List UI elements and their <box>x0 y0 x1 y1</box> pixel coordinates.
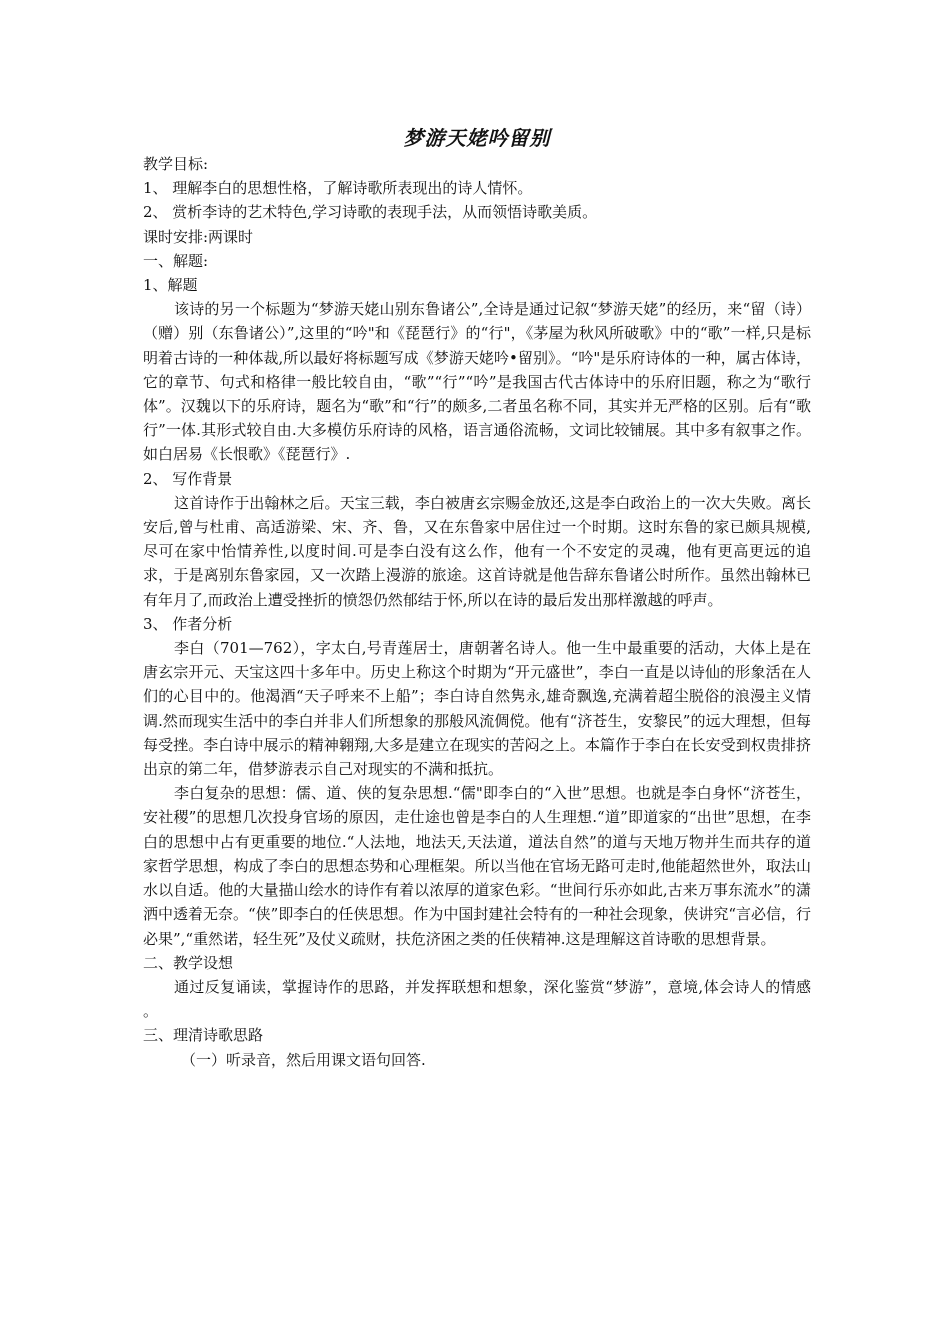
document-title: 梦游天姥吟留别 <box>403 126 551 150</box>
subheading-background: 2、 写作背景 <box>143 469 233 488</box>
section-heading-3: 三、理清诗歌思路 <box>143 1026 264 1045</box>
section-heading-2: 二、教学设想 <box>143 953 234 972</box>
paragraph-title-explanation: 该诗的另一个标题为“梦游天姥山别东鲁诸公”,全诗是通过记叙“梦游天姥”的经历，来“留（诗）（赠）别（东鲁诸公）”,这里的“吟"和《琵琶行》的“行"，《茅屋为秋风所破歌》中的“歌”一样,只是标明着古诗的一种体裁,所以最好将标题写成《梦游天姥吟•留别》。“吟"是乐府诗体的一种，属古体诗，它的章节、句式和格律一般比较自由，“歌”“行”“吟”是我国古代古体诗中的乐府旧题，称之为“歌行体”。汉魏以下的乐府诗，题名为“歌”和“行”的颇多,二者虽名称不同，其实并无严格的区别。后有“歌行”一体.其形式较自由.大多模仿乐府诗的风格，语言通俗流畅，文词比较铺展。其中多有叙事之作。如白居易《长恨歌》《琵琶行》. <box>143 300 811 464</box>
subheading-listening: （一）听录音，然后用课文语句回答. <box>181 1050 426 1069</box>
subheading-title-explanation: 1、解题 <box>143 276 198 295</box>
objective-item-1: 1、 理解李白的思想性格，了解诗歌所表现出的诗人情怀。 <box>143 179 533 198</box>
paragraph-teaching-idea: 通过反复诵读，掌握诗作的思路，并发挥联想和想象，深化鉴赏“梦游”，意境,体会诗人的情感 。 <box>143 977 811 1021</box>
objective-item-2: 2、 赏析李诗的艺术特色,学习诗歌的表现手法，从而领悟诗歌美质。 <box>143 203 598 222</box>
document-body <box>143 124 811 1072</box>
paragraph-background: 这首诗作于出翰林之后。天宝三载，李白被唐玄宗赐金放还,这是李白政治上的一次大失败。离长安后,曾与杜甫、高适游梁、宋、齐、鲁，又在东鲁家中居住过一个时期。这时东鲁的家已颇具规模,尽可在家中怡情养性,以度时间.可是李白没有这么作，他有一个不安定的灵魂，他有更高更远的追求，于是离别东鲁家园，又一次踏上漫游的旅途。这首诗就是他告辞东鲁诸公时所作。虽然出翰林已有年月了,而政治上遭受挫折的愤怨仍然郁结于怀,所以在诗的最后发出那样激越的呼声。 <box>143 493 811 609</box>
paragraph-author-thought: 李白复杂的思想：儒、道、侠的复杂思想.“儒"即李白的“入世”思想。也就是李白身怀“济苍生，安社稷”的思想几次投身官场的原因，走仕途也曾是李白的人生理想.“道”即道家的“出世”思想，在李白的思想中占有更重要的地位.“人法地，地法天,天法道，道法自然”的道与天地万物并生而共存的道家哲学思想，构成了李白的思想态势和心理框架。所以当他在官场无路可走时,他能超然世外，取法山水以自适。他的大量描山绘水的诗作有着以浓厚的道家色彩。“世间行乐亦如此,古来万事东流水”的潇洒中透着无奈。“侠”即李白的任侠思想。作为中国封建社会特有的一种社会现象，侠讲究“言必信，行必果”,“重然诺，轻生死”及仗义疏财，扶危济困之类的任侠精神.这是理解这首诗歌的思想背景。 <box>143 784 812 948</box>
paragraph-author: 李白（701—762），字太白,号青莲居士，唐朝著名诗人。他一生中最重要的活动，大体上是在唐玄宗开元、天宝这四十多年中。历史上称这个时期为“开元盛世”，李白一直是以诗仙的形象活在人们的心目中的。他渴酒“天子呼来不上船”；李白诗自然隽永,雄奇飘逸,充满着超尘脱俗的浪漫主义情调.然而现实生活中的李白并非人们所想象的那般风流倜傥。他有“济苍生，安黎民”的远大理想，但每每受挫。李白诗中展示的精神翱翔,大多是建立在现实的苦闷之上。本篇作于李白在长安受到权贵排挤出京的第二年，借梦游表示自己对现实的不满和抵抗。 <box>143 639 811 779</box>
schedule-text: 课时安排:两课时 <box>143 227 254 246</box>
objectives-heading: 教学目标: <box>143 155 209 173</box>
subheading-author: 3、 作者分析 <box>143 614 233 633</box>
section-heading-1: 一、解题: <box>143 251 209 270</box>
